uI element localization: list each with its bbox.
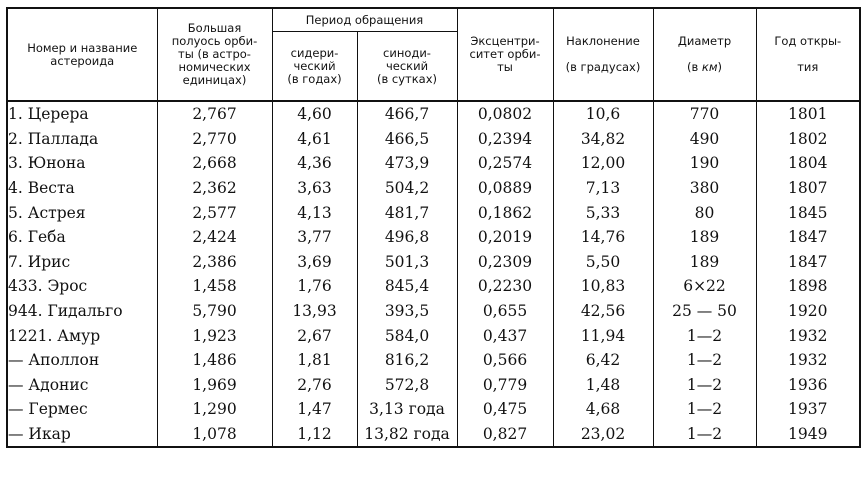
cell-sidereal-period: 13,93 bbox=[272, 299, 357, 324]
cell-semimajor-axis: 1,290 bbox=[157, 397, 272, 422]
cell-sidereal-period: 1,47 bbox=[272, 397, 357, 422]
cell-synodic-period: 501,3 bbox=[357, 250, 457, 275]
cell-synodic-period: 466,5 bbox=[357, 127, 457, 152]
cell-discovery-year: 1898 bbox=[756, 274, 860, 299]
cell-discovery-year: 1949 bbox=[756, 422, 860, 448]
cell-diameter: 189 bbox=[653, 225, 756, 250]
cell-eccentricity: 0,0802 bbox=[457, 101, 553, 127]
cell-eccentricity: 0,0889 bbox=[457, 176, 553, 201]
cell-diameter: 1—2 bbox=[653, 348, 756, 373]
cell-sidereal-period: 3,63 bbox=[272, 176, 357, 201]
table-row bbox=[7, 151, 860, 176]
table-row bbox=[7, 299, 860, 324]
cell-synodic-period: 496,8 bbox=[357, 225, 457, 250]
cell-discovery-year: 1804 bbox=[756, 151, 860, 176]
cell-discovery-year: 1802 bbox=[756, 127, 860, 152]
cell-semimajor-axis: 1,486 bbox=[157, 348, 272, 373]
cell-eccentricity: 0,2394 bbox=[457, 127, 553, 152]
cell-name: 433. Эрос bbox=[7, 274, 157, 299]
cell-eccentricity: 0,475 bbox=[457, 397, 553, 422]
cell-diameter: 1—2 bbox=[653, 422, 756, 448]
cell-semimajor-axis: 1,923 bbox=[157, 323, 272, 348]
cell-inclination: 7,13 bbox=[553, 176, 653, 201]
cell-diameter: 25 — 50 bbox=[653, 299, 756, 324]
cell-inclination: 23,02 bbox=[553, 422, 653, 448]
cell-sidereal-period: 4,36 bbox=[272, 151, 357, 176]
header-synodic: синоди- ческий (в сутках) bbox=[357, 32, 457, 102]
cell-name: — Адонис bbox=[7, 373, 157, 398]
cell-sidereal-period: 3,69 bbox=[272, 250, 357, 275]
header-year: Год откры- тия bbox=[756, 8, 860, 101]
table-row bbox=[7, 348, 860, 373]
cell-diameter: 1—2 bbox=[653, 323, 756, 348]
table-row bbox=[7, 176, 860, 201]
table-row bbox=[7, 225, 860, 250]
cell-semimajor-axis: 2,424 bbox=[157, 225, 272, 250]
header-period: Период обращения bbox=[272, 8, 457, 32]
header-semimajor-axis: Большая полуось орби- ты (в астро- номических единицах) bbox=[157, 8, 272, 101]
cell-eccentricity: 0,827 bbox=[457, 422, 553, 448]
cell-semimajor-axis: 2,386 bbox=[157, 250, 272, 275]
cell-synodic-period: 845,4 bbox=[357, 274, 457, 299]
cell-synodic-period: 816,2 bbox=[357, 348, 457, 373]
table-row bbox=[7, 373, 860, 398]
cell-inclination: 12,00 bbox=[553, 151, 653, 176]
cell-diameter: 80 bbox=[653, 200, 756, 225]
table-row bbox=[7, 323, 860, 348]
cell-name: 1. Церера bbox=[7, 101, 157, 127]
cell-inclination: 42,56 bbox=[553, 299, 653, 324]
cell-synodic-period: 481,7 bbox=[357, 200, 457, 225]
table-header bbox=[7, 8, 860, 101]
cell-inclination: 10,83 bbox=[553, 274, 653, 299]
cell-discovery-year: 1932 bbox=[756, 348, 860, 373]
cell-discovery-year: 1845 bbox=[756, 200, 860, 225]
cell-discovery-year: 1932 bbox=[756, 323, 860, 348]
cell-semimajor-axis: 2,770 bbox=[157, 127, 272, 152]
cell-name: 944. Гидальго bbox=[7, 299, 157, 324]
header-inclination: Наклонение (в градусах) bbox=[553, 8, 653, 101]
header-name: Номер и название астероида bbox=[7, 8, 157, 101]
cell-name: 4. Веста bbox=[7, 176, 157, 201]
cell-inclination: 5,33 bbox=[553, 200, 653, 225]
cell-synodic-period: 13,82 года bbox=[357, 422, 457, 448]
cell-synodic-period: 572,8 bbox=[357, 373, 457, 398]
cell-diameter: 189 bbox=[653, 250, 756, 275]
cell-semimajor-axis: 1,969 bbox=[157, 373, 272, 398]
cell-sidereal-period: 4,61 bbox=[272, 127, 357, 152]
cell-semimajor-axis: 5,790 bbox=[157, 299, 272, 324]
table-row bbox=[7, 101, 860, 127]
cell-eccentricity: 0,2309 bbox=[457, 250, 553, 275]
cell-eccentricity: 0,566 bbox=[457, 348, 553, 373]
table-row bbox=[7, 422, 860, 448]
cell-eccentricity: 0,1862 bbox=[457, 200, 553, 225]
cell-eccentricity: 0,779 bbox=[457, 373, 553, 398]
cell-semimajor-axis: 1,458 bbox=[157, 274, 272, 299]
cell-diameter: 6×22 bbox=[653, 274, 756, 299]
table-body bbox=[7, 101, 860, 447]
header-diameter: Диаметр (в км) bbox=[653, 8, 756, 101]
cell-synodic-period: 3,13 года bbox=[357, 397, 457, 422]
cell-name: — Гермес bbox=[7, 397, 157, 422]
cell-inclination: 34,82 bbox=[553, 127, 653, 152]
cell-name: 2. Паллада bbox=[7, 127, 157, 152]
cell-inclination: 4,68 bbox=[553, 397, 653, 422]
cell-synodic-period: 473,9 bbox=[357, 151, 457, 176]
cell-discovery-year: 1937 bbox=[756, 397, 860, 422]
cell-diameter: 1—2 bbox=[653, 397, 756, 422]
cell-synodic-period: 504,2 bbox=[357, 176, 457, 201]
cell-synodic-period: 466,7 bbox=[357, 101, 457, 127]
cell-synodic-period: 584,0 bbox=[357, 323, 457, 348]
table-row bbox=[7, 274, 860, 299]
cell-name: 1221. Амур bbox=[7, 323, 157, 348]
cell-name: 5. Астрея bbox=[7, 200, 157, 225]
table-row bbox=[7, 397, 860, 422]
cell-inclination: 5,50 bbox=[553, 250, 653, 275]
cell-discovery-year: 1801 bbox=[756, 101, 860, 127]
cell-semimajor-axis: 2,362 bbox=[157, 176, 272, 201]
cell-diameter: 770 bbox=[653, 101, 756, 127]
cell-sidereal-period: 1,81 bbox=[272, 348, 357, 373]
cell-inclination: 10,6 bbox=[553, 101, 653, 127]
cell-sidereal-period: 2,76 bbox=[272, 373, 357, 398]
cell-diameter: 490 bbox=[653, 127, 756, 152]
cell-sidereal-period: 1,76 bbox=[272, 274, 357, 299]
cell-discovery-year: 1847 bbox=[756, 250, 860, 275]
cell-sidereal-period: 1,12 bbox=[272, 422, 357, 448]
cell-sidereal-period: 3,77 bbox=[272, 225, 357, 250]
cell-discovery-year: 1807 bbox=[756, 176, 860, 201]
cell-eccentricity: 0,437 bbox=[457, 323, 553, 348]
cell-discovery-year: 1920 bbox=[756, 299, 860, 324]
table-row bbox=[7, 250, 860, 275]
cell-diameter: 380 bbox=[653, 176, 756, 201]
cell-sidereal-period: 4,13 bbox=[272, 200, 357, 225]
cell-inclination: 14,76 bbox=[553, 225, 653, 250]
header-sidereal: сидери- ческий (в годах) bbox=[272, 32, 357, 102]
cell-eccentricity: 0,2574 bbox=[457, 151, 553, 176]
table-row bbox=[7, 127, 860, 152]
cell-semimajor-axis: 2,767 bbox=[157, 101, 272, 127]
cell-semimajor-axis: 1,078 bbox=[157, 422, 272, 448]
cell-eccentricity: 0,655 bbox=[457, 299, 553, 324]
cell-diameter: 190 bbox=[653, 151, 756, 176]
cell-discovery-year: 1936 bbox=[756, 373, 860, 398]
header-eccentricity: Эксцентри- ситет орби- ты bbox=[457, 8, 553, 101]
cell-semimajor-axis: 2,668 bbox=[157, 151, 272, 176]
cell-inclination: 11,94 bbox=[553, 323, 653, 348]
cell-synodic-period: 393,5 bbox=[357, 299, 457, 324]
cell-name: 6. Геба bbox=[7, 225, 157, 250]
cell-name: 7. Ирис bbox=[7, 250, 157, 275]
cell-diameter: 1—2 bbox=[653, 373, 756, 398]
cell-name: 3. Юнона bbox=[7, 151, 157, 176]
cell-eccentricity: 0,2230 bbox=[457, 274, 553, 299]
cell-sidereal-period: 2,67 bbox=[272, 323, 357, 348]
cell-name: — Икар bbox=[7, 422, 157, 448]
table-row bbox=[7, 200, 860, 225]
cell-sidereal-period: 4,60 bbox=[272, 101, 357, 127]
cell-name: — Аполлон bbox=[7, 348, 157, 373]
cell-discovery-year: 1847 bbox=[756, 225, 860, 250]
cell-semimajor-axis: 2,577 bbox=[157, 200, 272, 225]
asteroid-table bbox=[6, 7, 861, 448]
cell-inclination: 6,42 bbox=[553, 348, 653, 373]
cell-inclination: 1,48 bbox=[553, 373, 653, 398]
cell-eccentricity: 0,2019 bbox=[457, 225, 553, 250]
